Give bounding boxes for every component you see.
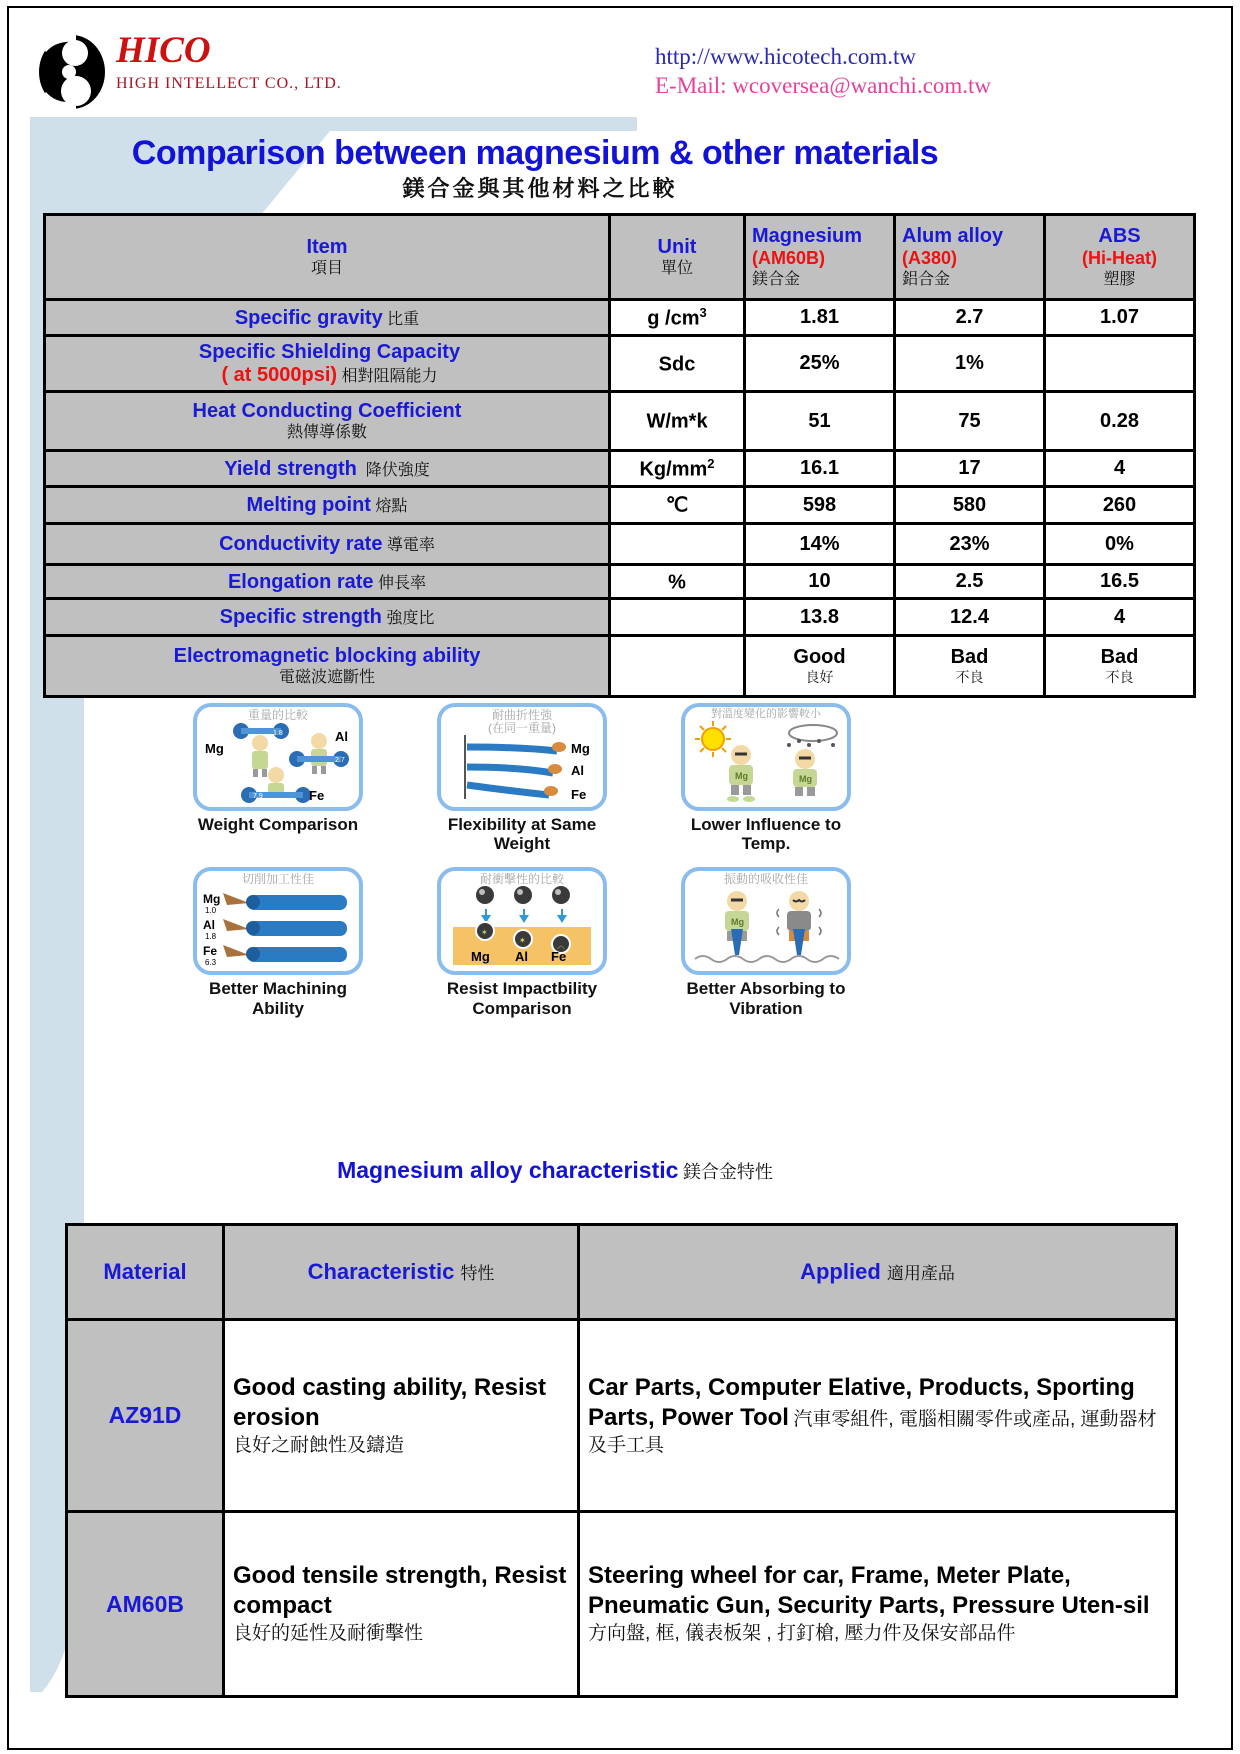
logo-name: HICO xyxy=(116,30,211,71)
applied-am60b: Steering wheel for car, Frame, Meter Plate, Pneumatic Gun, Security Parts, Pressure Uten-sil 方向盤, 框, 儀表板架 , 打釘槍, 壓力件及保安部品件 xyxy=(579,1512,1177,1697)
impact-illustration: 耐衝擊性的比較 ✶ ✶ ︿ Mg Al Fe xyxy=(437,867,607,975)
characteristic-table-header xyxy=(67,1225,1177,1320)
svg-text:6.3: 6.3 xyxy=(205,958,217,968)
panel-vibration xyxy=(678,867,854,1017)
row-az91d xyxy=(67,1320,1177,1512)
svg-text:Mg: Mg xyxy=(203,892,221,907)
svg-text:Mg: Mg xyxy=(571,741,590,756)
panel-temp-influence xyxy=(678,703,854,853)
caption-impact: Resist Impactbility Comparison xyxy=(446,979,598,1018)
svg-text:︿: ︿ xyxy=(557,941,565,951)
weight-comparison-illustration: 重量的比較 Mg 1.8 Al 2.7 7.9 Fe xyxy=(193,703,363,811)
svg-text:Al: Al xyxy=(335,729,348,744)
svg-text:Mg: Mg xyxy=(471,949,490,965)
row-specific-strength: Specific strength 強度比 13.8 12.4 4 xyxy=(45,599,1195,636)
caption-machining: Better Machining Ability xyxy=(209,979,347,1018)
caption-flexibility: Flexibility at Same Weight xyxy=(447,815,597,854)
caption-vibration: Better Absorbing to Vibration xyxy=(686,979,846,1018)
contact-block xyxy=(655,42,991,101)
col-header-abs: ABS (Hi-Heat) 塑膠 xyxy=(1045,215,1195,300)
svg-text:✶: ✶ xyxy=(519,936,526,946)
panel-machining xyxy=(190,867,366,1017)
svg-text:Fe: Fe xyxy=(551,949,567,965)
svg-text:Fe: Fe xyxy=(571,787,587,802)
svg-text:Mg: Mg xyxy=(731,917,744,928)
col-header-material: Material xyxy=(67,1225,224,1320)
characteristic-az91d: Good casting ability, Resist erosion 良好之耐蝕性及鑄造 xyxy=(224,1320,579,1512)
material-az91d: AZ91D xyxy=(67,1320,224,1512)
svg-text:Al: Al xyxy=(571,763,584,778)
section-heading xyxy=(0,1157,1110,1184)
temp-influence-illustration: 對溫度變化的影響較小 Mg Mg xyxy=(681,703,851,811)
svg-text:✶: ✶ xyxy=(481,928,488,938)
applied-az91d: Car Parts, Computer Elative, Products, Sporting Parts, Power Tool 汽車零組件, 電腦相關零件或產品, 運動器材及手工具 xyxy=(579,1320,1177,1512)
section-heading-zh: 鎂合金特性 xyxy=(682,1162,773,1182)
website-link[interactable]: http://www.hicotech.com.tw xyxy=(655,44,917,69)
machining-illustration: 切削加工性佳 Mg 1.0 Al 1.8 Fe 6.3 xyxy=(193,867,363,975)
row-heat-conducting-coefficient: Heat Conducting Coefficient 熱傳導係數 W/m*k 51 75 0.28 xyxy=(45,392,1195,451)
company-logo xyxy=(36,32,342,112)
col-header-magnesium: Magnesium (AM60B) 鎂合金 xyxy=(745,215,895,300)
svg-text:Mg: Mg xyxy=(735,771,748,781)
row-specific-gravity: Specific gravity 比重 g $/cm^3$ 1.81 2.7 1.07 xyxy=(45,300,1195,336)
comparison-table xyxy=(43,213,1196,698)
material-am60b: AM60B xyxy=(67,1512,224,1697)
col-header-unit: Unit 單位 xyxy=(610,215,745,300)
col-header-item: Item 項目 xyxy=(45,215,610,300)
vibration-illustration: 振動的吸收性佳 Mg xyxy=(681,867,851,975)
svg-text:Al: Al xyxy=(515,949,528,965)
logo-subtitle: HIGH INTELLECT CO., LTD. xyxy=(116,74,342,92)
col-header-applied: Applied 適用產品 xyxy=(579,1225,1177,1320)
caption-weight-comparison: Weight Comparison xyxy=(197,815,359,834)
svg-text:1.8: 1.8 xyxy=(273,730,283,737)
col-header-alum-alloy: Alum alloy (A380) 鋁合金 xyxy=(895,215,1045,300)
illustration-grid xyxy=(190,703,854,1018)
row-elongation-rate: Elongation rate 伸長率 % 10 2.5 16.5 xyxy=(45,565,1195,599)
svg-text:7.9: 7.9 xyxy=(253,793,263,800)
panel-impact xyxy=(434,867,610,1017)
hico-emblem-icon xyxy=(36,32,108,112)
caption-temp-influence: Lower Influence to Temp. xyxy=(690,815,842,854)
svg-text:Fe: Fe xyxy=(309,788,325,803)
email-link[interactable]: E-Mail: wcoversea@wanchi.com.tw xyxy=(655,73,992,99)
svg-text:Mg: Mg xyxy=(799,774,812,784)
panel-weight-comparison xyxy=(190,703,366,853)
row-am60b xyxy=(67,1512,1177,1697)
characteristic-am60b: Good tensile strength, Resist compact 良好的延性及耐衝擊性 xyxy=(224,1512,579,1697)
page-title: Comparison between magnesium & other materials xyxy=(131,134,939,172)
svg-text:Mg: Mg xyxy=(205,741,224,756)
row-yield-strength: Yield strength 降伏強度 $Kg/mm^2$ 16.1 17 4 xyxy=(45,451,1195,487)
characteristic-table xyxy=(65,1223,1178,1698)
svg-text:Fe: Fe xyxy=(203,944,218,959)
svg-text:1.0: 1.0 xyxy=(205,906,217,916)
section-heading-en: Magnesium alloy characteristic xyxy=(337,1157,679,1183)
row-conductivity-rate: Conductivity rate 導電率 14% 23% 0% xyxy=(45,524,1195,565)
col-header-characteristic: Characteristic 特性 xyxy=(224,1225,579,1320)
svg-text:2.7: 2.7 xyxy=(335,757,345,764)
row-specific-shielding-capacity: Specific Shielding Capacity ( at 5000psi) 相對阻隔能力 Sdc 25% 1% xyxy=(45,336,1195,392)
svg-text:Al: Al xyxy=(203,918,215,933)
row-electromagnetic-blocking: Electromagnetic blocking ability 電磁波遮斷性 Good 良好 Bad 不良 Bad 不良 xyxy=(45,636,1195,697)
table-header-row xyxy=(45,215,1195,300)
svg-text:1.8: 1.8 xyxy=(205,932,217,942)
page-subtitle-zh: 鎂合金與其他材料之比較 xyxy=(402,176,678,201)
panel-flexibility xyxy=(434,703,610,853)
row-melting-point: Melting point 熔點 ℃ 598 580 260 xyxy=(45,487,1195,524)
flexibility-illustration: 耐曲折性強 (在同一重量) Mg Al Fe xyxy=(437,703,607,811)
